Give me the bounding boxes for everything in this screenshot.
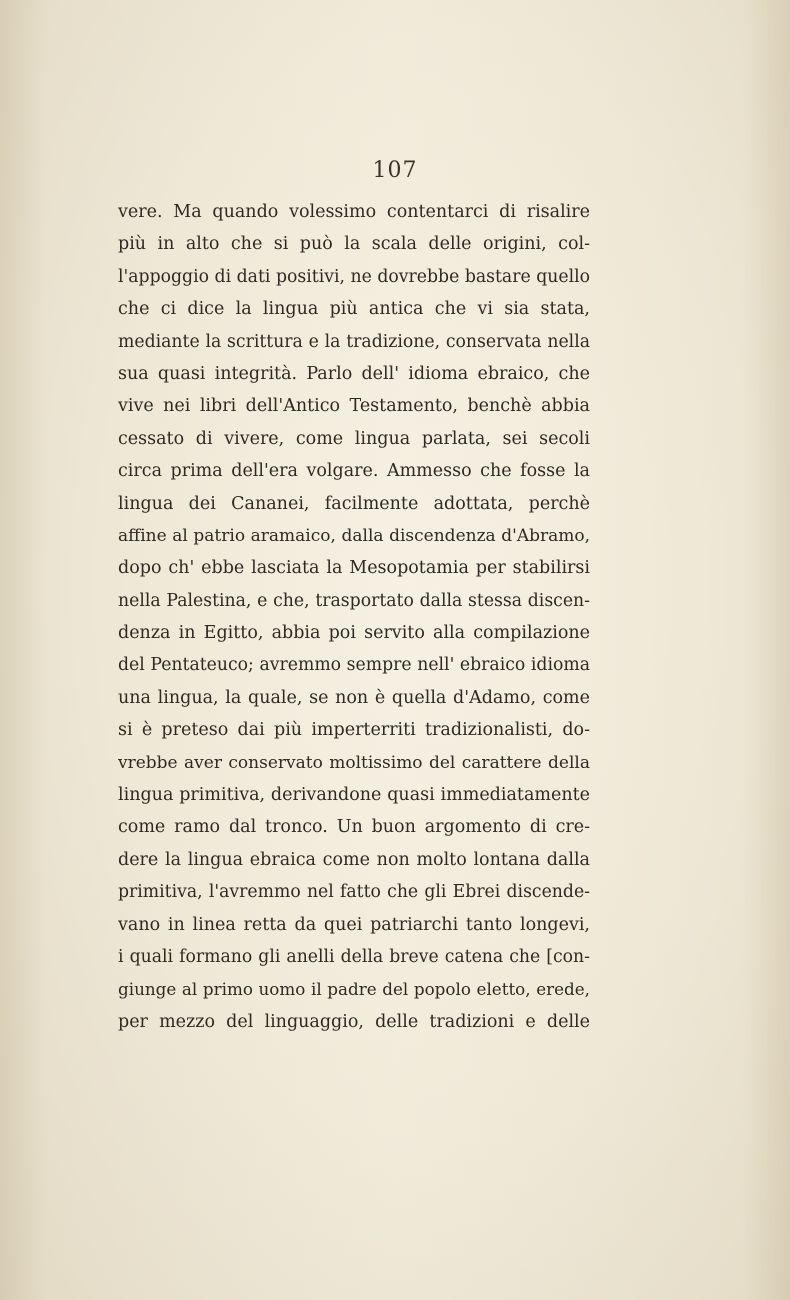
text-line: vive nei libri dell'Antico Testamento, benchè abbia <box>118 396 590 417</box>
text-line: giunge al primo uomo il padre del popolo eletto, erede, <box>118 979 590 1000</box>
text-line: si è preteso dai più imperterriti tradizionalisti, do- <box>118 720 590 741</box>
page-number: 107 <box>372 158 418 183</box>
text-line: i quali formano gli anelli della breve catena che [con- <box>118 946 590 967</box>
text-line: vano in linea retta da quei patriarchi tanto longevi, <box>118 914 590 935</box>
text-line: denza in Egitto, abbia poi servito alla compilazione <box>118 623 590 644</box>
text-line: per mezzo del linguaggio, delle tradizioni e delle <box>118 1011 590 1032</box>
text-line: vrebbe aver conservato moltissimo del carattere della <box>118 752 590 773</box>
text-line: dere la lingua ebraica come non molto lontana dalla <box>118 849 590 870</box>
text-line: affine al patrio aramaico, dalla discendenza d'Abramo, <box>118 525 590 546</box>
text-line: vere. Ma quando volessimo contentarci di risalire <box>118 202 590 222</box>
text-line: dopo ch' ebbe lasciata la Mesopotamia per stabilirsi <box>118 558 590 579</box>
text-line: più in alto che si può la scala delle origini, col- <box>118 234 590 255</box>
text-line: lingua primitiva, derivandone quasi immediatamente <box>118 785 590 806</box>
text-line: del Pentateuco; avremmo sempre nell' ebraico idioma <box>118 655 590 676</box>
text-line: che ci dice la lingua più antica che vi sia stata, <box>118 299 590 320</box>
text-line: l'appoggio di dati positivi, ne dovrebbe bastare quello <box>118 266 590 287</box>
text-line: lingua dei Cananei, facilmente adottata, perchè <box>118 493 590 514</box>
text-line: primitiva, l'avremmo nel fatto che gli Ebrei discende- <box>118 882 590 903</box>
text-line: circa prima dell'era volgare. Ammesso che fosse la <box>118 461 590 482</box>
body-text <box>118 196 590 1038</box>
text-line: mediante la scrittura e la tradizione, conservata nella <box>118 331 590 352</box>
text-line: come ramo dal tronco. Un buon argomento di cre- <box>118 817 590 838</box>
text-line: cessato di vivere, come lingua parlata, sei secoli <box>118 428 590 449</box>
text-line: sua quasi integrità. Parlo dell' idioma ebraico, che <box>118 363 590 384</box>
text-line: nella Palestina, e che, trasportato dalla stessa discen- <box>118 590 590 611</box>
text-line: una lingua, la quale, se non è quella d'Adamo, come <box>118 687 590 708</box>
